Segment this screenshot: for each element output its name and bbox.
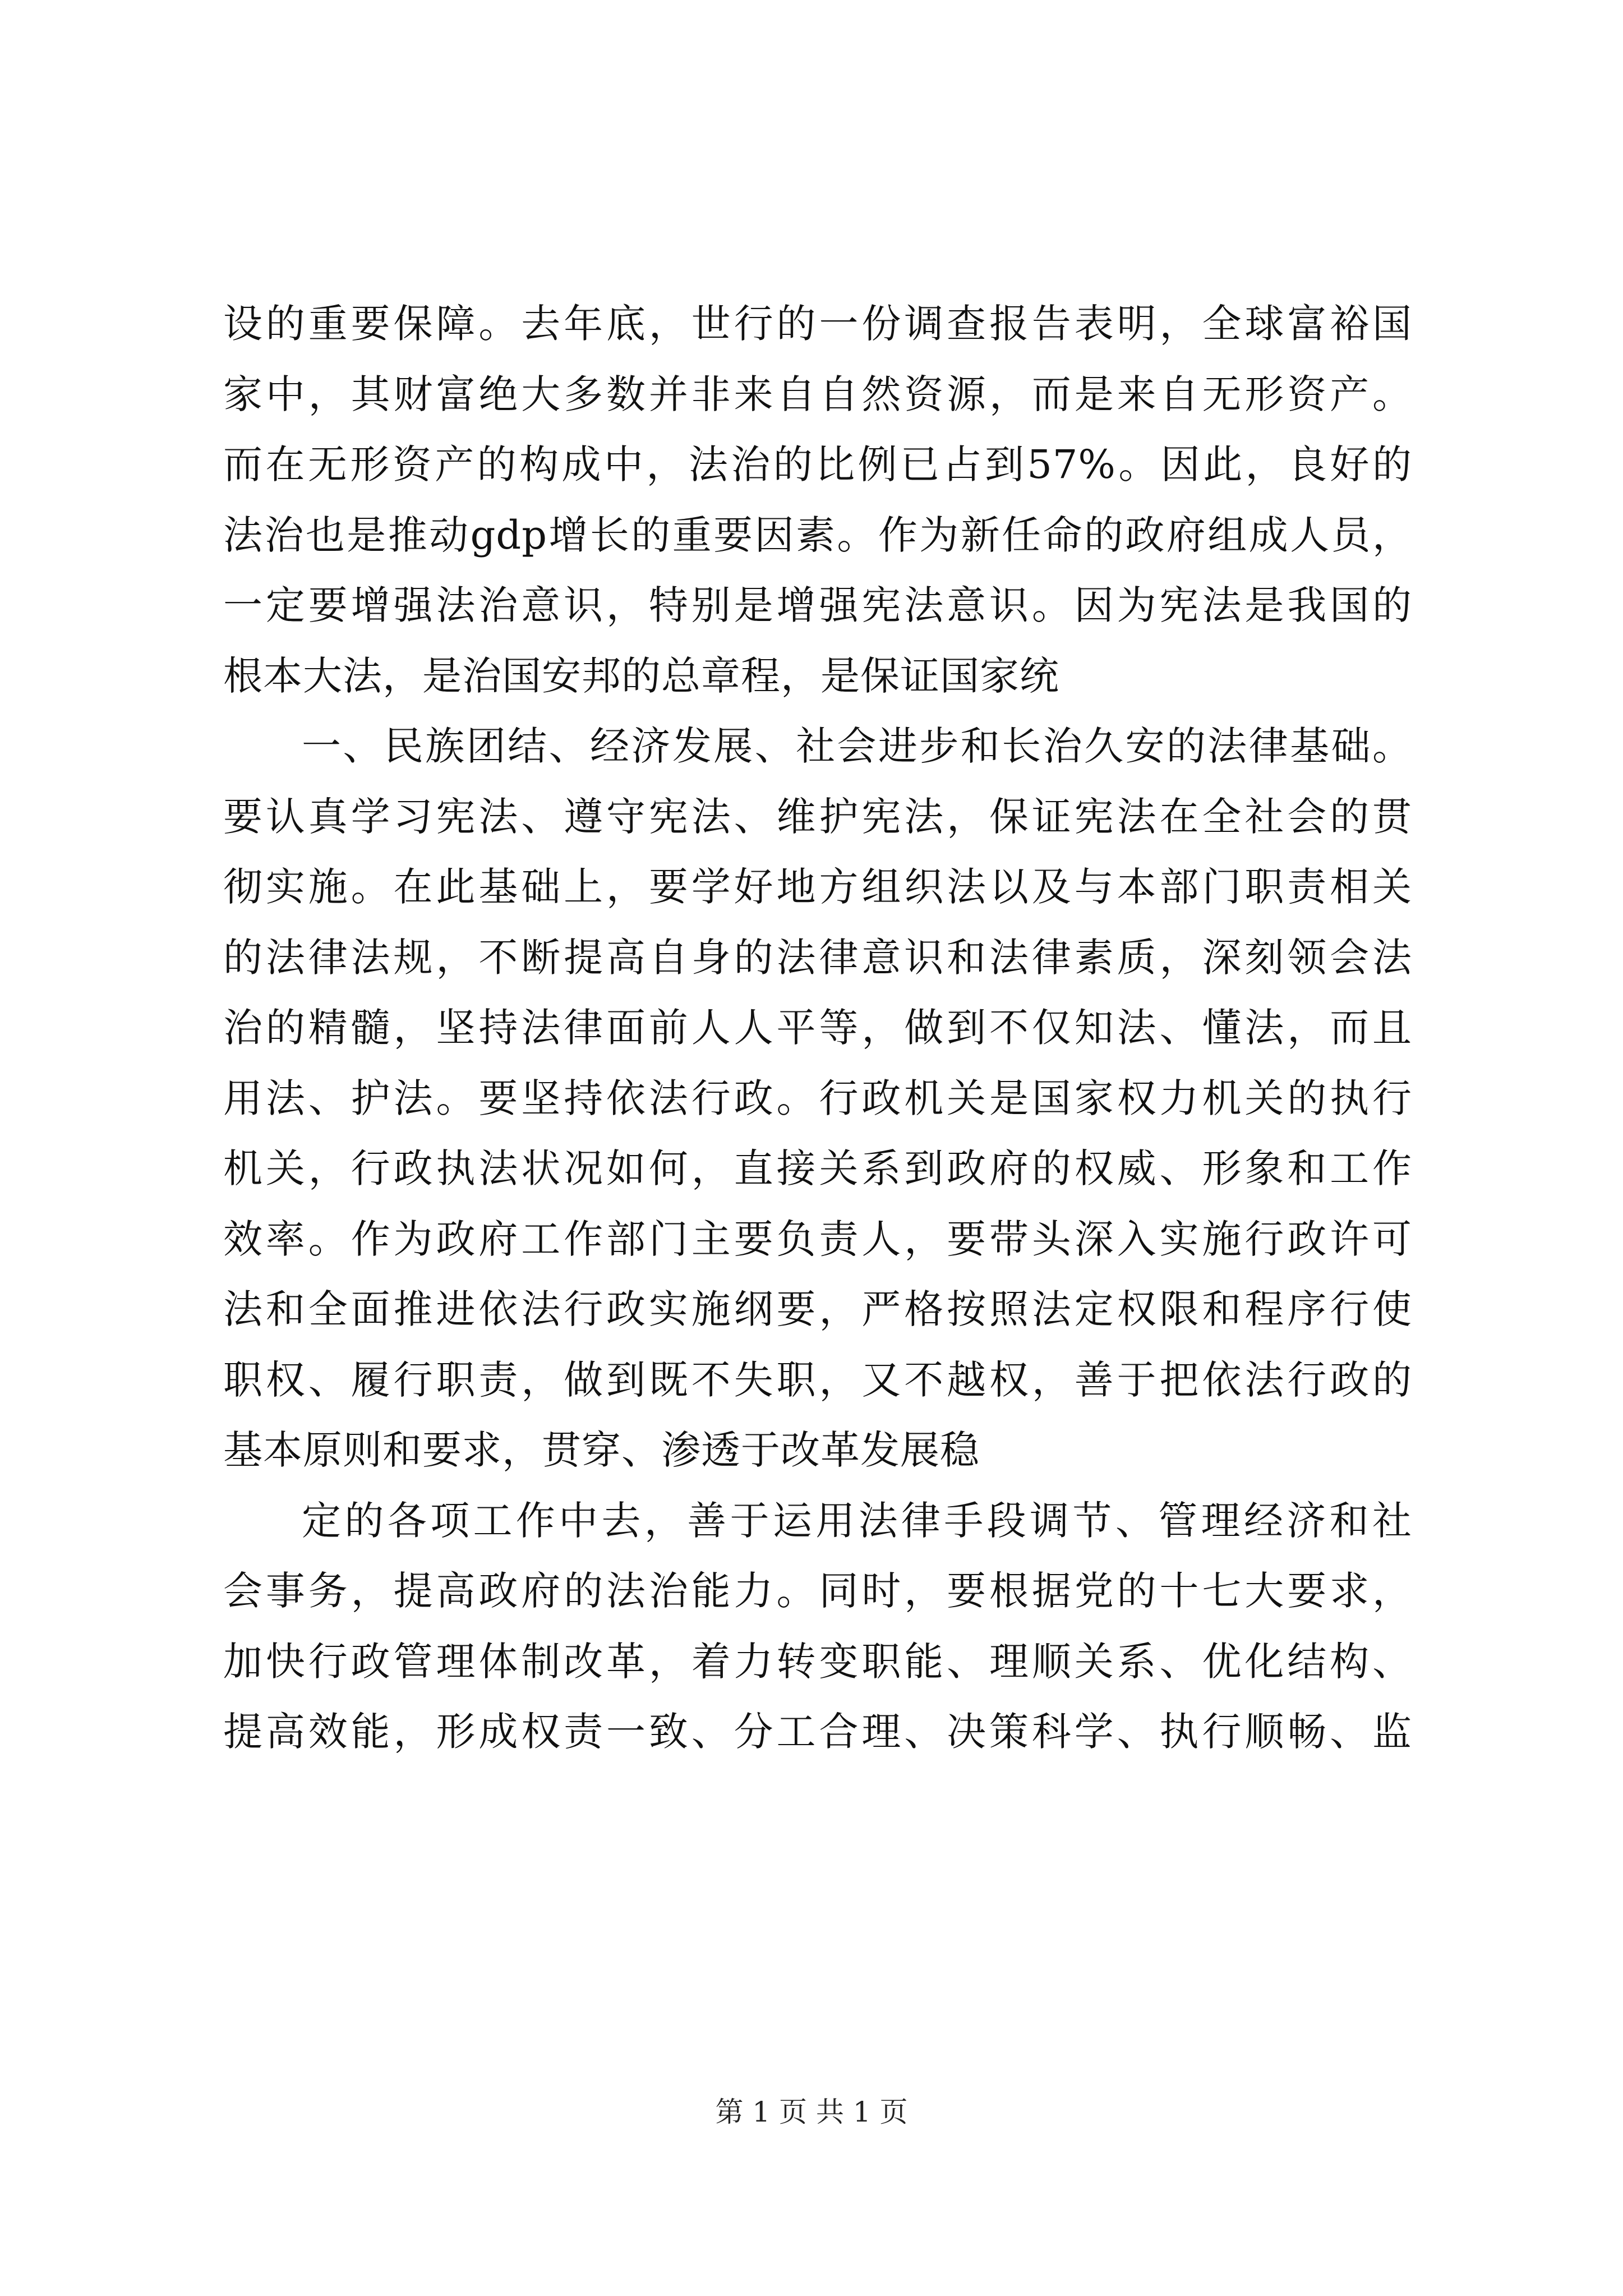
text-line: 基本原则和要求，贯穿、渗透于改革发展稳 (223, 1427, 980, 1473)
text-line: 一、民族团结、经济发展、社会进步和长治久安的法律基础。 (302, 723, 1412, 769)
page-footer (0, 2092, 1623, 2132)
text-line: 彻实施。在此基础上，要学好地方组织法以及与本部门职责相关 (223, 864, 1412, 910)
text-line: 设的重要保障。去年底，世行的一份调查报告表明，全球富裕国 (223, 301, 1412, 347)
text-line: 要认真学习宪法、遵守宪法、维护宪法，保证宪法在全社会的贯 (223, 793, 1412, 840)
text-line: 机关，行政执法状况如何，直接关系到政府的权威、形象和工作 (223, 1145, 1412, 1191)
text-line: 定的各项工作中去，善于运用法律手段调节、管理经济和社 (302, 1497, 1412, 1544)
text-line: 治的精髓，坚持法律面前人人平等，做到不仅知法、懂法，而且 (223, 1005, 1412, 1051)
text-line: 提高效能，形成权责一致、分工合理、决策科学、执行顺畅、监 (223, 1709, 1412, 1755)
text-line: 法治也是推动gdp增长的重要因素。作为新任命的政府组成人员， (223, 512, 1412, 558)
text-line: 效率。作为政府工作部门主要负责人，要带头深入实施行政许可 (223, 1216, 1412, 1262)
text-line: 而在无形资产的构成中，法治的比例已占到57%。因此，良好的 (223, 441, 1412, 487)
text-line: 的法律法规，不断提高自身的法律意识和法律素质，深刻领会法 (223, 934, 1412, 981)
text-line: 法和全面推进依法行政实施纲要，严格按照法定权限和程序行使 (223, 1286, 1412, 1332)
text-line: 用法、护法。要坚持依法行政。行政机关是国家权力机关的执行 (223, 1075, 1412, 1121)
text-line: 一定要增强法治意识，特别是增强宪法意识。因为宪法是我国的 (223, 582, 1412, 628)
page-number: 第 1 页 共 1 页 (715, 2096, 908, 2128)
text-line: 会事务，提高政府的法治能力。同时，要根据党的十七大要求， (223, 1568, 1412, 1614)
text-line: 根本大法，是治国安邦的总章程，是保证国家统 (223, 652, 1059, 699)
text-line: 家中，其财富绝大多数并非来自自然资源，而是来自无形资产。 (223, 371, 1412, 417)
text-line: 加快行政管理体制改革，着力转变职能、理顺关系、优化结构、 (223, 1638, 1412, 1685)
document-body (223, 289, 1412, 1768)
text-line: 职权、履行职责，做到既不失职，又不越权，善于把依法行政的 (223, 1356, 1412, 1403)
